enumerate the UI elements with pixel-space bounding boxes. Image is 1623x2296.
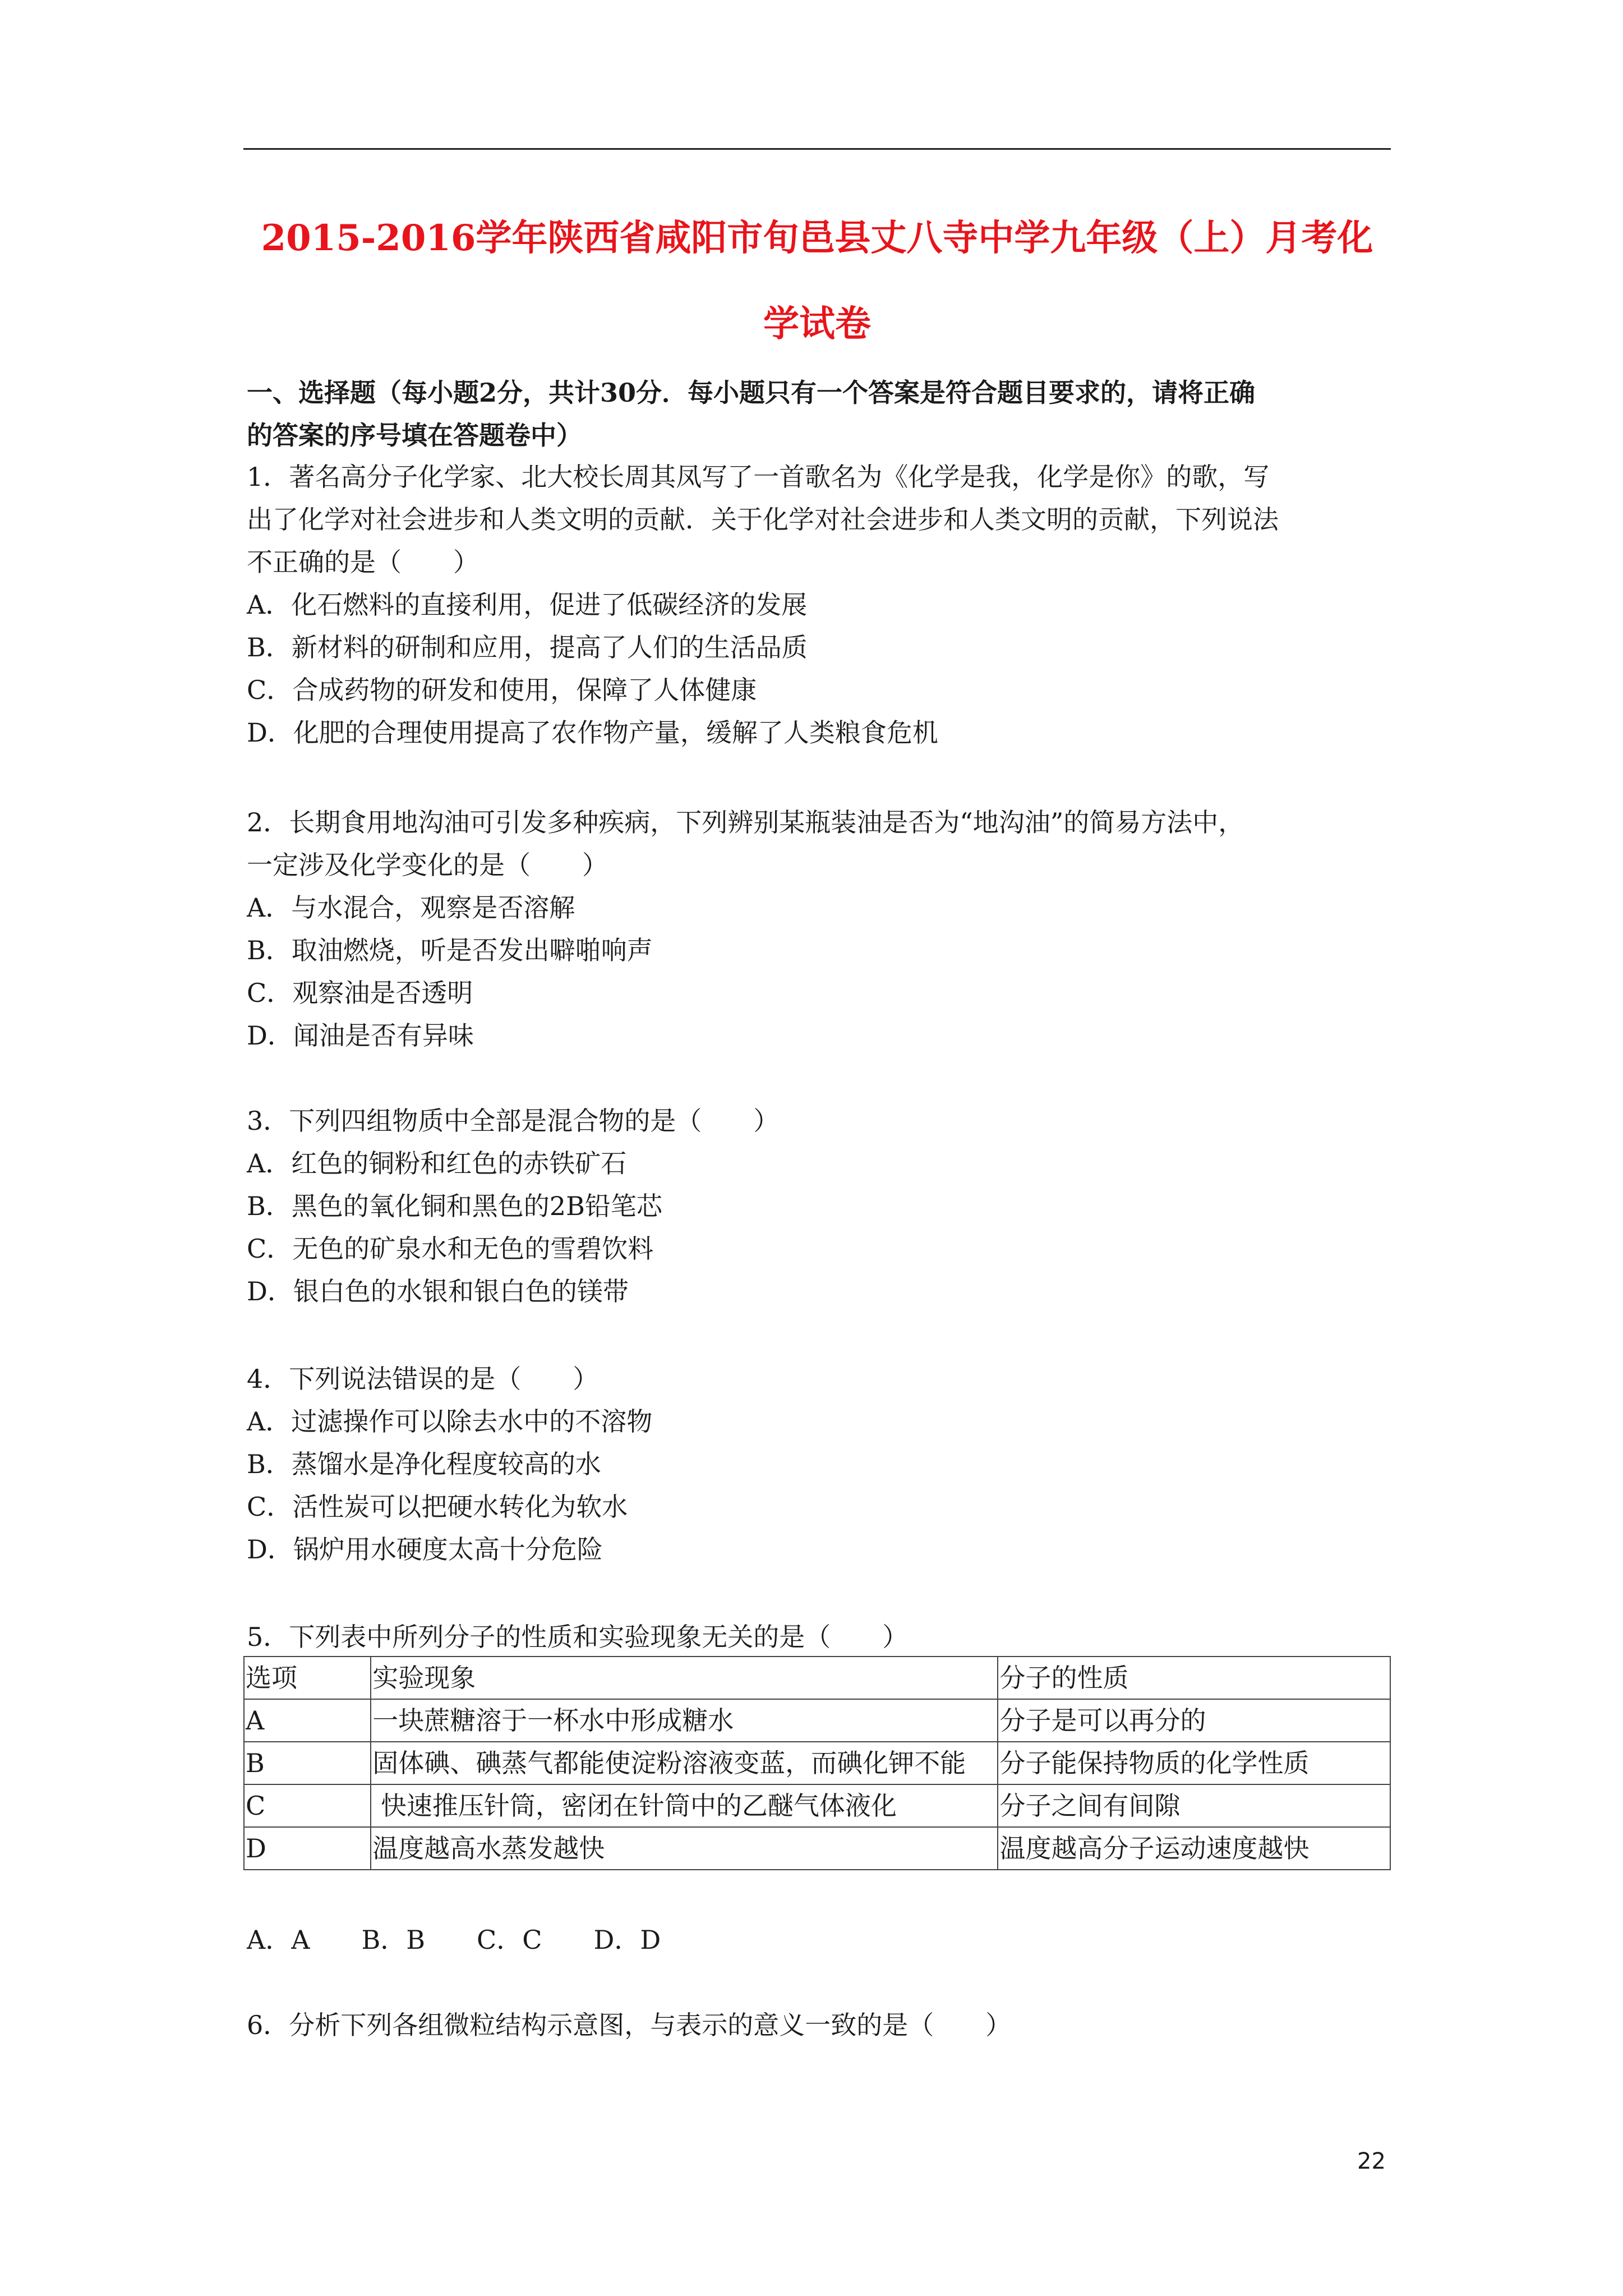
table-cell: 分子能保持物质的化学性质 [998, 1742, 1390, 1784]
table-cell: 固体碘、碘蒸气都能使淀粉溶液变蓝，而碘化钾不能 [371, 1742, 998, 1784]
option-c: C．观察油是否透明 [247, 978, 473, 1008]
option-a: A．红色的铜粉和红色的赤铁矿石 [247, 1148, 627, 1179]
table-header-row [244, 1657, 1390, 1699]
table-cell: B [244, 1742, 371, 1784]
option-c: C．活性炭可以把硬水转化为软水 [247, 1492, 628, 1522]
document-title-line-2: 学试卷 [763, 303, 871, 345]
option-d: D．化肥的合理使用提高了农作物产量，缓解了人类粮食危机 [247, 717, 938, 748]
option-d: D．银白色的水银和银白色的镁带 [247, 1276, 629, 1306]
page-number: 22 [1357, 2148, 1386, 2174]
option-a: A．化石燃料的直接利用，促进了低碳经济的发展 [247, 590, 808, 620]
table-cell: 温度越高分子运动速度越快 [998, 1827, 1390, 1870]
section-heading [247, 371, 1391, 457]
option-a: A．过滤操作可以除去水中的不溶物 [247, 1406, 653, 1437]
question-stem-line: 2．长期食用地沟油可引发多种疾病，下列辨别某瓶装油是否为“地沟油”的简易方法中， [247, 807, 1244, 838]
option-c: C．合成药物的研发和使用，保障了人体健康 [247, 675, 757, 705]
question-stem-line: 出了化学对社会进步和人类文明的贡献．关于化学对社会进步和人类文明的贡献，下列说法 [247, 504, 1279, 535]
question-6 [247, 2004, 1391, 2046]
table-cell: 快速推压针筒，密闭在针筒中的乙醚气体液化 [371, 1784, 998, 1827]
table-header-cell: 选项 [244, 1657, 371, 1699]
header-rule [243, 148, 1391, 150]
option-b: B．新材料的研制和应用，提高了人们的生活品质 [247, 632, 808, 662]
answer-choices: A．A B．B C．C D．D [247, 1925, 661, 1955]
table-row [244, 1784, 1390, 1827]
table-cell: C [244, 1784, 371, 1827]
table-cell: D [244, 1827, 371, 1870]
document-title-line-1: 2015-2016学年陕西省咸阳市旬邑县丈八寺中学九年级（上）月考化 [261, 217, 1373, 259]
question-4 [247, 1358, 1391, 1571]
table-cell: 分子之间有间隙 [998, 1784, 1390, 1827]
option-a: A．与水混合，观察是否溶解 [247, 892, 575, 923]
option-d: D．锅炉用水硬度太高十分危险 [247, 1534, 603, 1565]
question-3 [247, 1099, 1391, 1313]
table-header-cell: 实验现象 [371, 1657, 998, 1699]
question-2 [247, 801, 1391, 1057]
table-row [244, 1742, 1390, 1784]
section-heading-line-2: 的答案的序号填在答题卷中） [247, 420, 582, 450]
table-header-cell: 分子的性质 [998, 1657, 1390, 1699]
option-c: C．无色的矿泉水和无色的雪碧饮料 [247, 1234, 654, 1264]
question-5 [247, 1616, 1391, 1658]
table-row [244, 1699, 1390, 1742]
question-stem-line: 5．下列表中所列分子的性质和实验现象无关的是（ ） [247, 1622, 909, 1652]
table-cell: A [244, 1699, 371, 1742]
table-cell: 温度越高水蒸发越快 [371, 1827, 998, 1870]
question-stem-line: 一定涉及化学变化的是（ ） [247, 850, 608, 880]
question-stem-line: 6．分析下列各组微粒结构示意图，与表示的意义一致的是（ ） [247, 2010, 1012, 2040]
property-table [243, 1656, 1391, 1870]
question-stem-line: 不正确的是（ ） [247, 547, 479, 577]
option-b: B．蒸馏水是净化程度较高的水 [247, 1449, 601, 1479]
question-stem-line: 3．下列四组物质中全部是混合物的是（ ） [247, 1106, 780, 1136]
table-cell: 分子是可以再分的 [998, 1699, 1390, 1742]
section-heading-line-1: 一、选择题（每小题2分，共计30分．每小题只有一个答案是符合题目要求的，请将正确 [247, 378, 1256, 408]
question-1 [247, 455, 1391, 754]
question-stem-line: 4．下列说法错误的是（ ） [247, 1364, 599, 1394]
option-b: B．黑色的氧化铜和黑色的2B铅笔芯 [247, 1191, 662, 1221]
question-stem-line: 1．著名高分子化学家、北大校长周其凤写了一首歌名为《化学是我，化学是你》的歌，写 [247, 462, 1270, 492]
table-cell: 一块蔗糖溶于一杯水中形成糖水 [371, 1699, 998, 1742]
table-row [244, 1827, 1390, 1870]
option-d: D．闻油是否有异味 [247, 1020, 474, 1051]
option-b: B．取油燃烧，听是否发出噼啪响声 [247, 935, 653, 965]
